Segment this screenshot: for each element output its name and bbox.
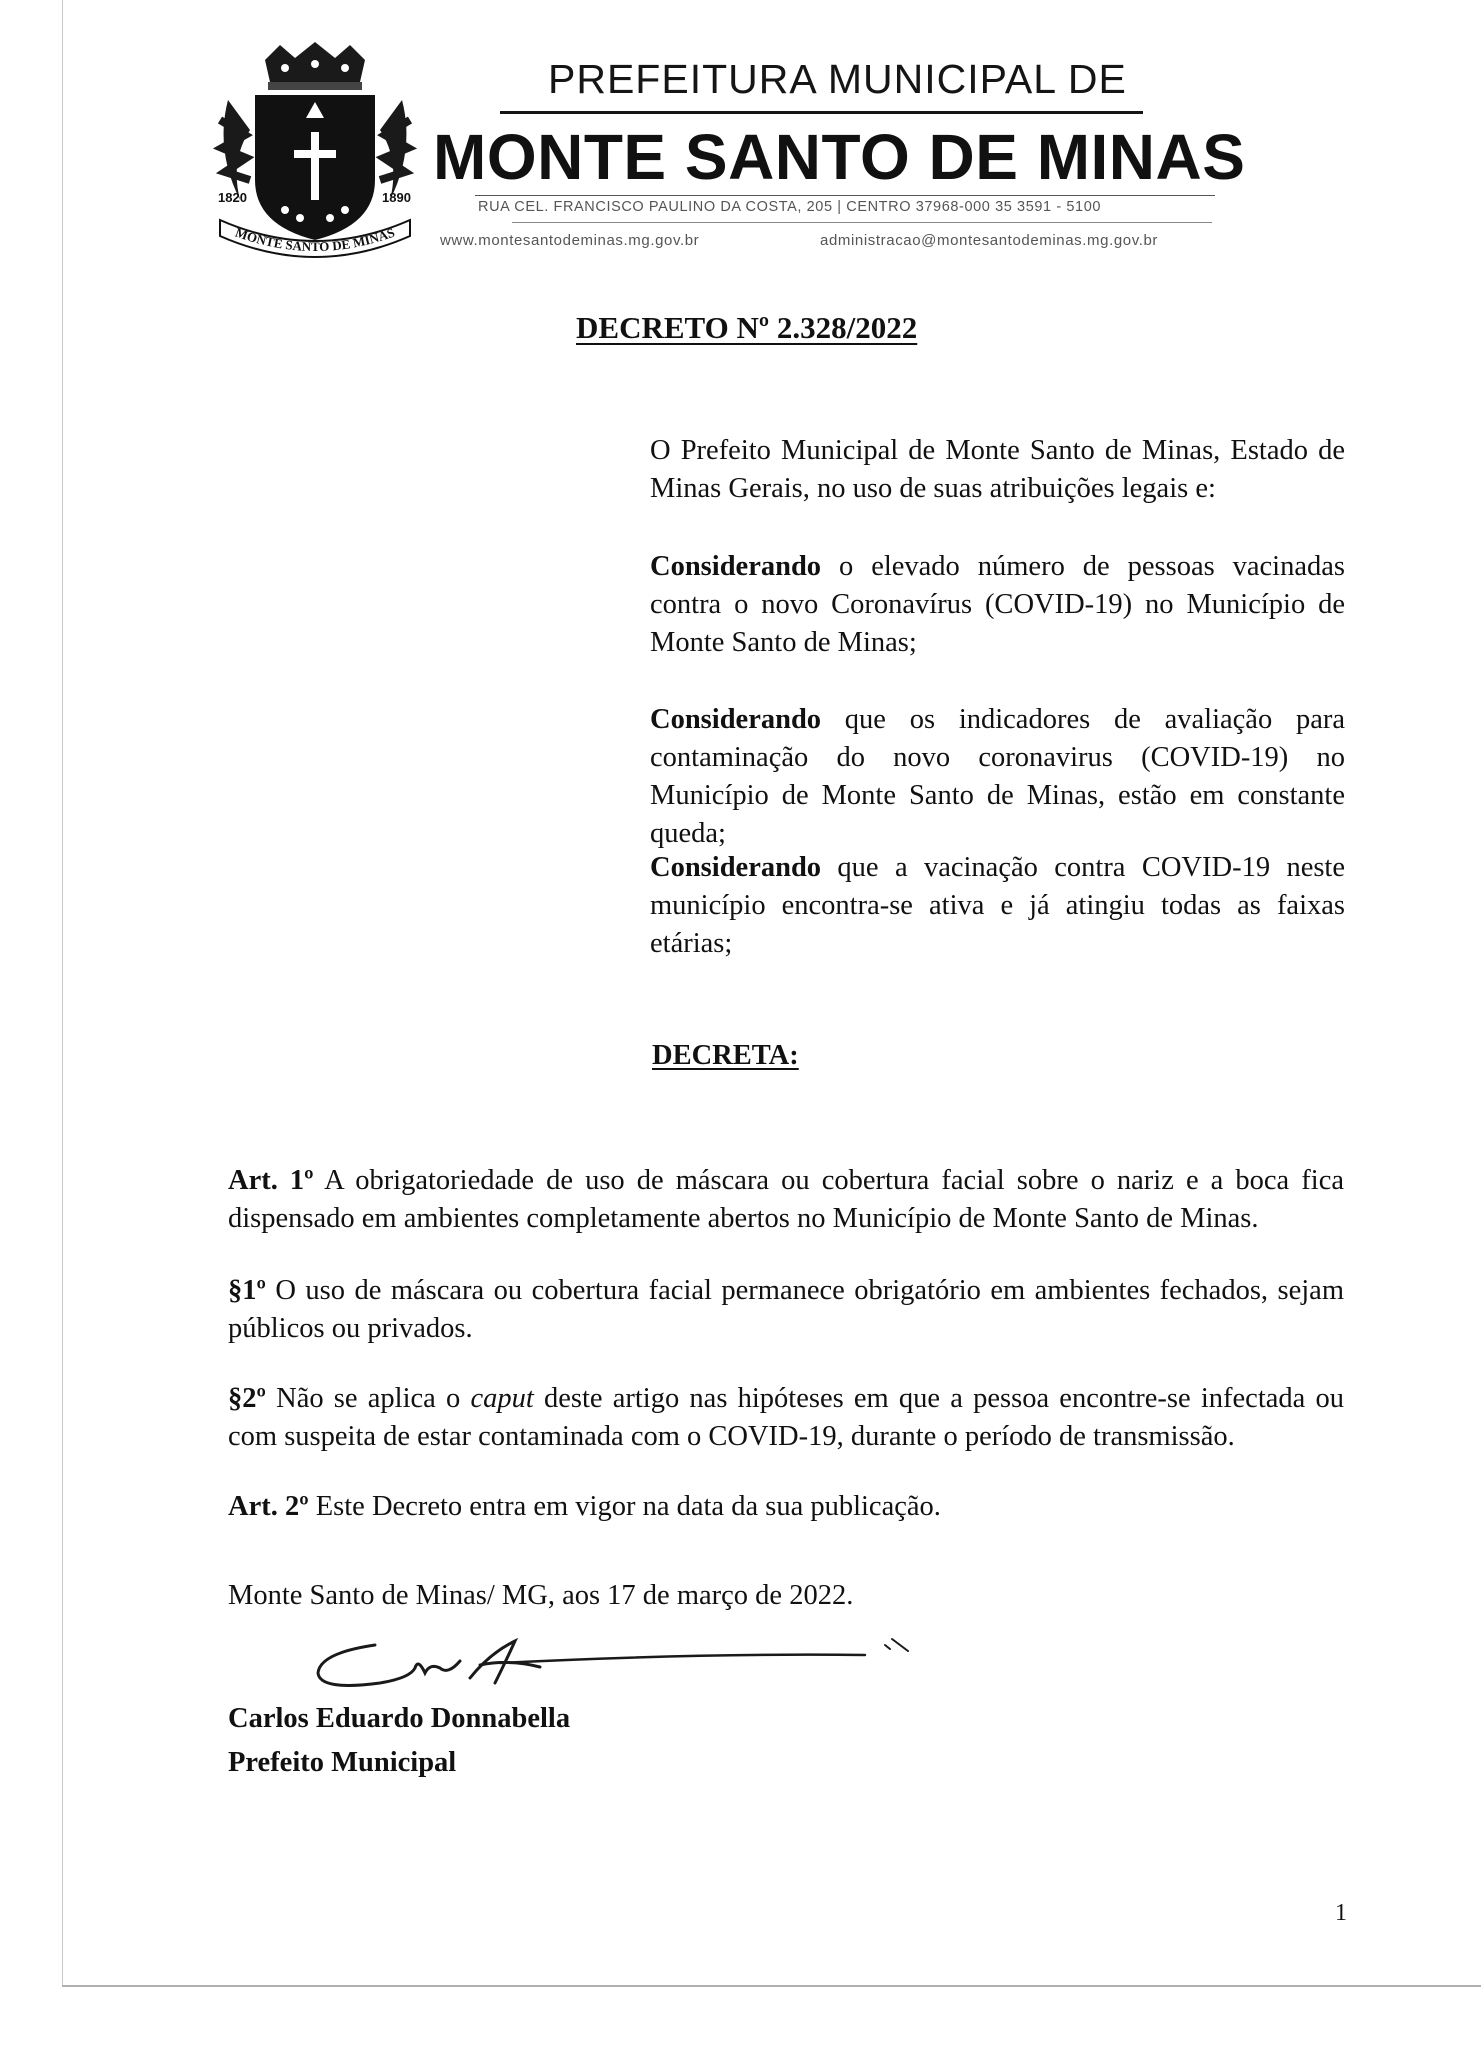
place-and-date: Monte Santo de Minas/ MG, aos 17 de março de 2022. (228, 1580, 854, 1611)
letterhead-rule (475, 195, 1215, 196)
signer-role: Prefeito Municipal (228, 1747, 457, 1778)
decree-title: DECRETO Nº 2.328/2022 (576, 310, 918, 345)
coat-year-right: 1890 (382, 190, 411, 205)
letterhead-city-name: MONTE SANTO DE MINAS (433, 121, 1246, 193)
consideration-paragraph (650, 849, 1345, 963)
coat-year-left: 1820 (218, 190, 247, 205)
consideration-lead: Considerando (650, 852, 822, 883)
scan-edge (62, 1985, 1481, 1987)
consideration-text: que a vacinação contra COVID-19 neste município encontra-se ativa e já atingiu todas as faixas etárias; (650, 852, 1345, 959)
coat-ribbon-text: MONTE SANTO DE MINAS (233, 224, 397, 255)
article-text: A obrigatoriedade de uso de máscara ou cobertura facial sobre o nariz e a boca fica dispensado em ambientes completamente abertos no Município de Monte Santo de Minas. (228, 1165, 1344, 1234)
intro-paragraph: O Prefeito Municipal de Monte Santo de Minas, Estado de Minas Gerais, no uso de suas atribuições legais e: (650, 435, 1345, 504)
article-2 (228, 1488, 1344, 1526)
article-text: Este Decreto entra em vigor na data da sua publicação. (308, 1491, 941, 1522)
paragraph-label: §1º (228, 1275, 266, 1306)
article-label: Art. 2º (228, 1491, 309, 1522)
consideration-paragraph (650, 548, 1345, 662)
signature-icon (300, 1623, 920, 1705)
letterhead-prefix: PREFEITURA MUNICIPAL DE (548, 56, 1127, 102)
article-label: Art. 1º (228, 1165, 314, 1196)
paragraph-text: Não se aplica o (265, 1383, 471, 1414)
signer-name: Carlos Eduardo Donnabella (228, 1703, 571, 1734)
letterhead-rule (500, 111, 1143, 114)
paragraph-2 (228, 1380, 1344, 1456)
consideration-lead: Considerando (650, 551, 822, 582)
letterhead-address: RUA CEL. FRANCISCO PAULINO DA COSTA, 205 | CENTRO 37968-000 35 3591 - 5100 (478, 199, 1102, 215)
paragraph-text: deste artigo nas hipóteses em que a pessoa encontre-se infectada ou com suspeita de estar contaminada com o COVID-19, durante o período de transmissão. (228, 1383, 1344, 1452)
consideration-text: que os indicadores de avaliação para contaminação do novo coronavirus (COVID-19) no Município de Monte Santo de Minas, estão em constante queda; (650, 704, 1345, 849)
paragraph-text: O uso de máscara ou cobertura facial permanece obrigatório em ambientes fechados, sejam públicos ou privados. (228, 1275, 1344, 1344)
paragraph-label: §2º (228, 1383, 266, 1414)
article-1 (228, 1162, 1344, 1238)
consideration-paragraph (650, 701, 1345, 853)
consideration-lead: Considerando (650, 704, 822, 735)
page-number: 1 (1335, 1900, 1347, 1926)
letterhead-rule (512, 222, 1212, 223)
consideration-text: o elevado número de pessoas vacinadas contra o novo Coronavírus (COVID-19) no Município de Monte Santo de Minas; (650, 551, 1345, 658)
paragraph-1 (228, 1272, 1344, 1348)
letterhead-email: administracao@montesantodeminas.mg.gov.br (820, 232, 1159, 249)
caput-term: caput (470, 1383, 534, 1414)
letterhead-website: www.montesantodeminas.mg.gov.br (440, 232, 700, 249)
coat-of-arms-icon (210, 40, 420, 265)
scan-edge (62, 0, 63, 1985)
decreta-heading: DECRETA: (652, 1040, 799, 1071)
